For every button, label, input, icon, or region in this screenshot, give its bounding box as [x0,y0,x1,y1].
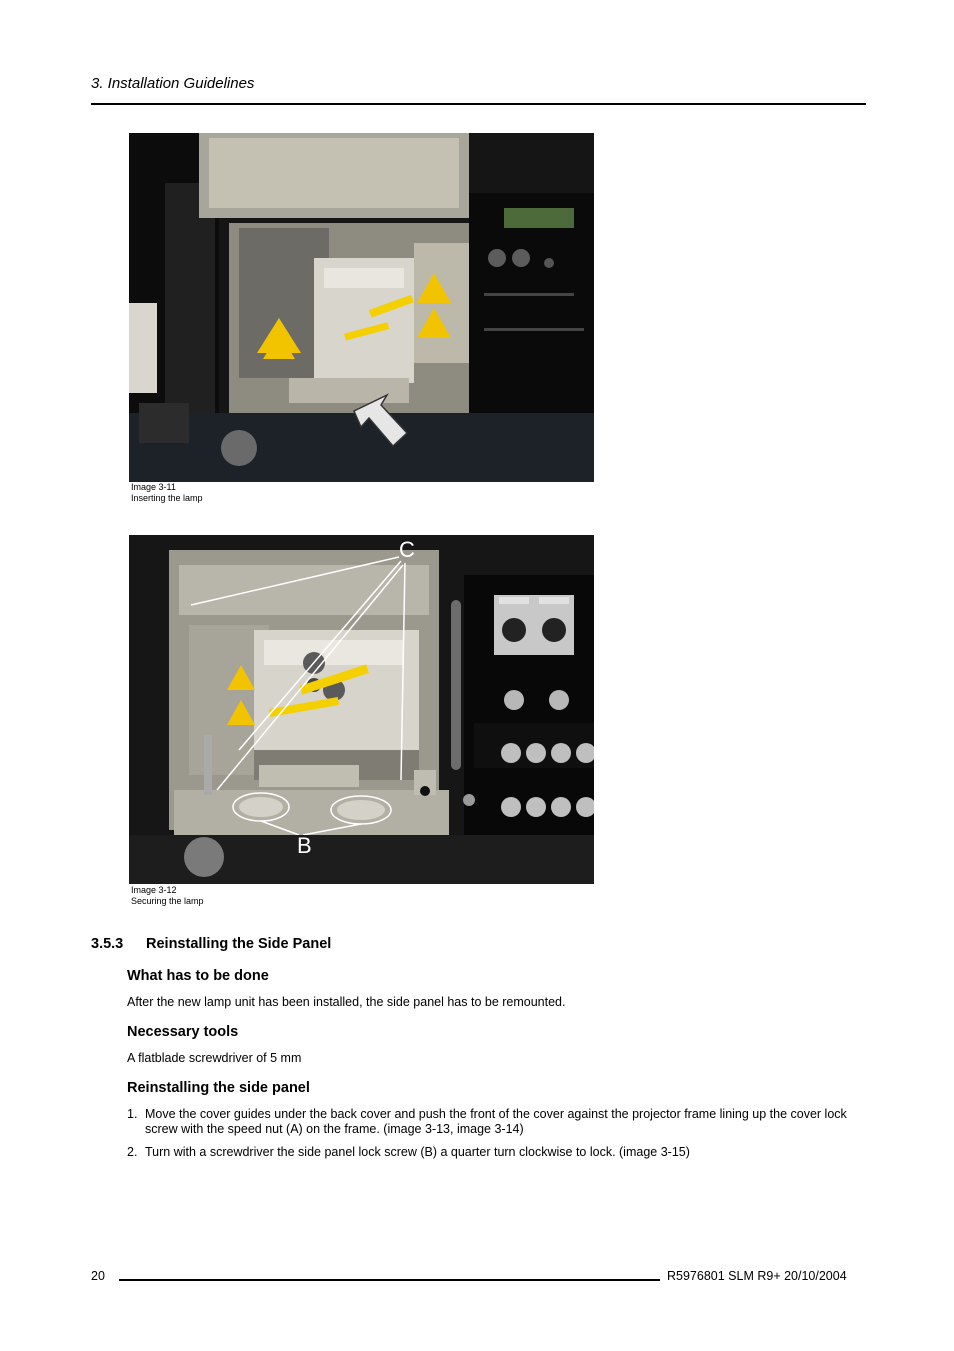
paragraph-what-has-to-be-done: After the new lamp unit has been installed, the side panel has to be remounted. [127,995,566,1009]
list-item [127,1145,872,1160]
figure-caption [131,885,204,907]
footer-rule [119,1279,660,1281]
callout-label-b: B [297,833,312,858]
step-number: 2. [127,1145,138,1159]
step-text: Turn with a screwdriver the side panel lock screw (B) a quarter turn clockwise to lock. (image 3-15) [145,1145,690,1159]
section-title: Reinstalling the Side Panel [146,936,332,952]
page-number: 20 [91,1269,105,1283]
figure-number: Image 3-11 [131,482,176,492]
paragraph-necessary-tools: A flatblade screwdriver of 5 mm [127,1051,302,1065]
subheading-necessary-tools: Necessary tools [127,1024,239,1040]
section-number: 3.5.3 [91,936,124,952]
page-header-title: 3. Installation Guidelines [91,75,255,92]
subheading-reinstalling-side-panel: Reinstalling the side panel [127,1080,310,1096]
subheading-what-has-to-be-done: What has to be done [127,968,269,984]
figure-caption-text: Securing the lamp [131,896,204,906]
document-reference: R5976801 SLM R9+ 20/10/2004 [667,1269,847,1283]
header-rule [91,103,866,105]
photo-inserting-lamp [129,133,594,482]
section-heading [91,936,331,952]
list-item [127,1107,872,1137]
step-number: 1. [127,1107,138,1121]
step-text: Move the cover guides under the back cover and push the front of the cover against the projector frame lining up the cover lock screw with the speed nut (A) on the frame. (image 3-13, image 3-14) [145,1107,847,1136]
photo-securing-lamp [129,535,594,884]
figure-caption [131,482,203,504]
figure-number: Image 3-12 [131,885,177,895]
figure-caption-text: Inserting the lamp [131,493,203,503]
callout-label-c: C [399,537,415,562]
